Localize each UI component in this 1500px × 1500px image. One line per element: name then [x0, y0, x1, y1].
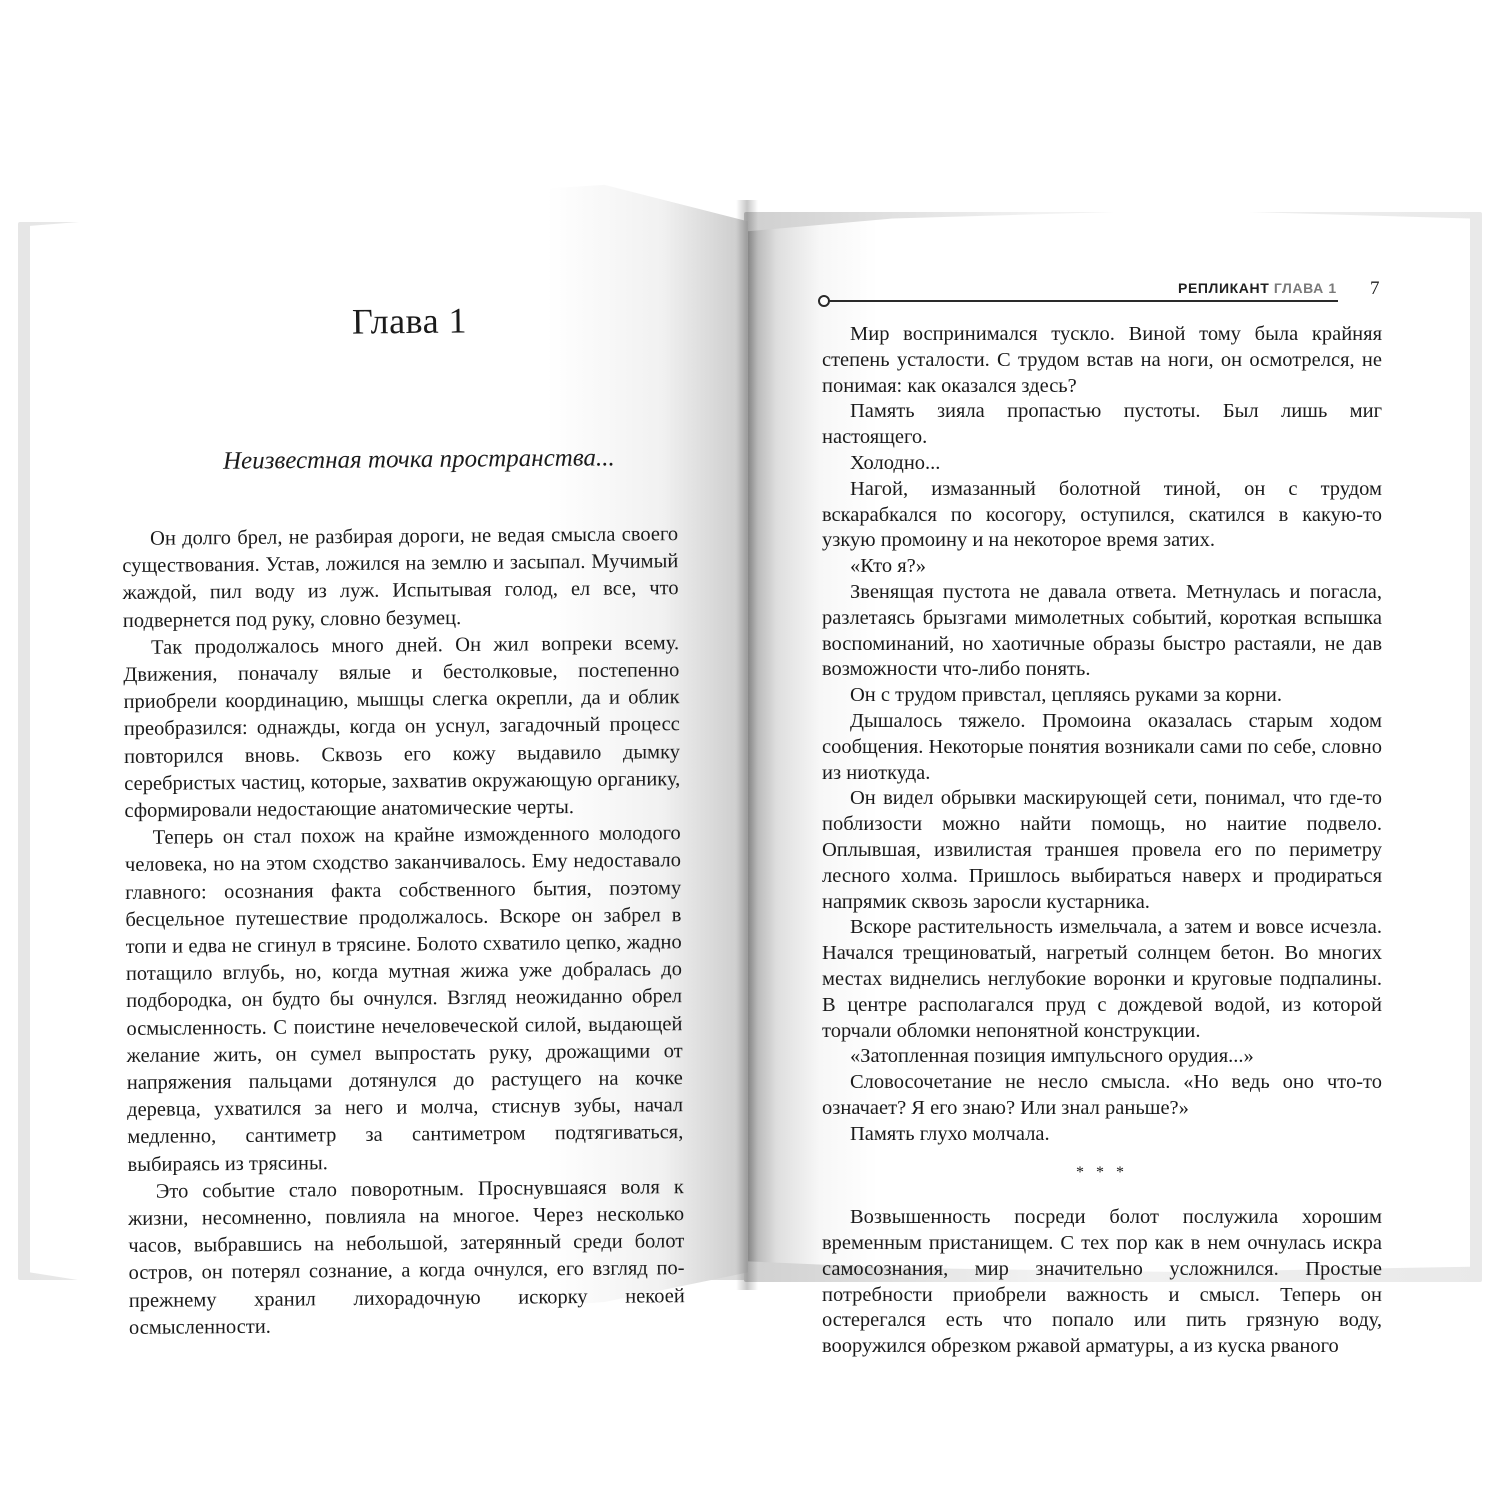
paragraph: Дышалось тяжело. Промоина оказалась старым ходом сообщения. Некоторые понятия возникали сами по себе, словно из ниоткуда. [822, 709, 1383, 784]
paragraph: Холодно... [850, 451, 941, 474]
section-separator: * * * [1076, 1163, 1128, 1181]
paragraph: «Кто я?» [850, 555, 926, 578]
paragraph: Память зияла пропастью пустоты. Был лишь миг настоящего. [822, 400, 1382, 449]
paragraph: Это событие стало поворотным. Проснувшаяся воля к жизни, несомненно, повлияла на многое. Через несколько часов, выбравшись на небольшой, затерянный среди болот остров, он потерял сознание, а когда очнулся, его взгляд по-прежнему хранил лихорадочную искорку некоей осмысленности. [127, 1175, 685, 1339]
running-head [1178, 280, 1337, 296]
header-rule-dot [818, 295, 830, 307]
chapter-title: Глава 1 [351, 300, 468, 342]
header-rule [824, 300, 1338, 302]
paragraph: Нагой, измазанный болотной тиной, он с трудом вскарабкался по косогору, оступился, скатился в какую-то узкую промоину и на некоторое время затих. [822, 477, 1382, 552]
left-page-body [122, 521, 685, 1342]
paragraph: Так продолжалось много дней. Он жил вопреки всему. Движения, поначалу вялые и бестолковые, постепенно приобрели координацию, мышцы слегка окрепли, да и облик преобразился: однажды, когда он уснул, загадочный процесс повторился вновь. Сквозь его кожу выдавило дымку серебристых частиц, которые, захватив окружающую органику, сформировали недостающие анатомические черты. [123, 631, 681, 823]
paragraph: Память глухо молчала. [850, 1122, 1050, 1145]
paragraph: Он видел обрывки маскирующей сети, понимал, что где-то поблизости можно найти помощь, но наитие подвело. Оплывшая, извилистая траншея провела его по периметру лесного холма. Пришлось выбираться наверх и продираться напрямик сквозь заросли кустарника. [822, 787, 1382, 913]
page-number: 7 [1370, 278, 1380, 299]
running-head-chapter: ГЛАВА 1 [1273, 280, 1337, 296]
paragraph: Звенящая пустота не давала ответа. Метнулась и погасла, разлетаясь брызгами мимолетных событий, короткая вспышка воспоминаний, но хаотичные образы быстро растаяли, не дав возможности что-либо понять. [822, 580, 1382, 681]
paragraph: Теперь он стал похож на крайне изможденного молодого человека, но на этом сходство заканчивалось. Ему недоставало главного: осознания факта собственного бытия, поэтому бесцельное путешествие продолжалось. Вскоре он забрел в топи и едва не сгинул в трясине. Болото схватило цепко, жадно потащило вглубь, но, когда мутная жижа уже добралась до подбородка, он будто бы очнулся. Взгляд неожиданно обрел осмысленность. С поистине нечеловеческой силой, выдающей желание жить, он сумел выпростать руку, дрожащими от напряжения пальцами дотянулся до растущего на кочке деревца, ухватился за него и молча, стиснув зубы, начал медленно, сантиметр за сантиметром подтягиваться, выбираясь из трясины. [124, 822, 684, 1176]
chapter-subtitle: Неизвестная точка пространства... [222, 444, 615, 475]
right-page-body [822, 322, 1382, 1360]
paragraph: Мир воспринимался тускло. Виной тому была крайняя степень усталости. С трудом встав на ноги, он осмотрелся, не понимая: как оказался здесь? [822, 323, 1382, 397]
book-spine [736, 200, 758, 1290]
running-head-title: РЕПЛИКАНТ [1178, 280, 1270, 296]
paragraph: «Затопленная позиция импульсного орудия...» [850, 1045, 1254, 1068]
paragraph: Вскоре растительность измельчала, а затем и вовсе исчезла. Начался трещиноватый, нагретый солнцем бетон. Во многих местах виднелись неглубокие воронки и круговые подпалины. В центре располагался пруд с дождевой водой, из которой торчали обломки непонятной конструкции. [822, 916, 1382, 1042]
paragraph: Он долго брел, не разбирая дороги, не ведая смысла своего существования. Устав, ложился на землю и засыпал. Мучимый жаждой, пил воду из луж. Испытывая голод, ел все, что подвернется под руку, словно безумец. [122, 523, 679, 632]
paragraph: Словосочетание не несло смысла. «Но ведь оно что-то означает? Я его знаю? Или знал раньше?» [822, 1071, 1382, 1119]
paragraph: Возвышенность посреди болот послужила хорошим временным пристанищем. С тех пор как в нем очнулась искра самосознания, мир значительно усложнился. Простые потребности приобрели важность и смысл. Теперь он остерегался есть что попало или пить грязную воду, вооружился обрезком ржавой арматуры, а из куска рваного [822, 1206, 1382, 1358]
paragraph: Он с трудом привстал, цепляясь руками за корни. [850, 684, 1283, 707]
